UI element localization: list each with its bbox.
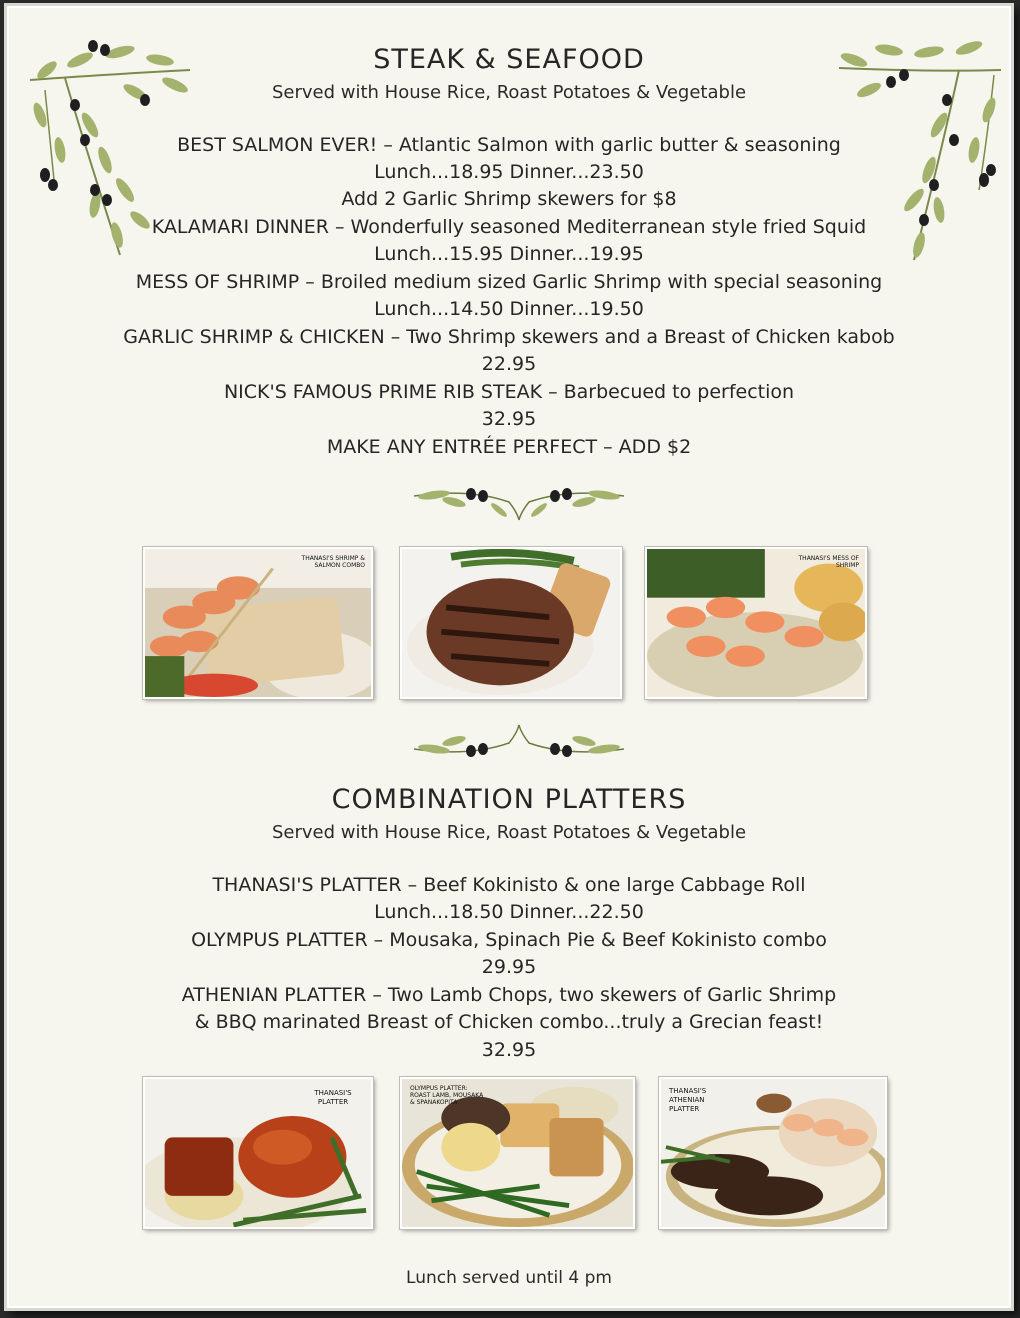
food-photo-shrimp-salmon [143, 547, 373, 699]
olive-divider-icon [409, 482, 629, 526]
menu-line: NICK'S FAMOUS PRIME RIB STEAK – Barbecued to perfection [223, 381, 795, 403]
section-subtitle-combination-platters: Served with House Rice, Roast Potatoes & Vegetable [271, 822, 747, 843]
menu-line: & BBQ marinated Breast of Chicken combo...truly a Grecian feast! [194, 1011, 824, 1033]
menu-line: Lunch...18.95 Dinner...23.50 [374, 161, 644, 183]
menu-line: Lunch...15.95 Dinner...19.95 [374, 243, 644, 265]
menu-line: 32.95 [481, 408, 537, 430]
photo-caption: OLYMPUS PLATTER: ROAST LAMB, MOUSAKA & SPANAKOPITA [410, 1085, 484, 1106]
food-photo-prime-rib [400, 547, 622, 699]
food-photo-athenian-platter [659, 1077, 887, 1229]
menu-line: Add 2 Garlic Shrimp skewers for $8 [341, 188, 677, 210]
menu-line: 32.95 [481, 1039, 537, 1061]
menu-line: BEST SALMON EVER! – Atlantic Salmon with garlic butter & seasoning [177, 134, 841, 156]
menu-line: GARLIC SHRIMP & CHICKEN – Two Shrimp skewers and a Breast of Chicken kabob [123, 326, 895, 348]
menu-line: MAKE ANY ENTRÉE PERFECT – ADD $2 [326, 436, 692, 458]
menu-line: 29.95 [481, 956, 537, 978]
menu-line: 22.95 [481, 353, 537, 375]
footer-note: Lunch served until 4 pm [406, 1268, 612, 1288]
menu-line: MESS OF SHRIMP – Broiled medium sized Garlic Shrimp with special seasoning [135, 271, 883, 293]
menu-line: THANASI'S PLATTER – Beef Kokinisto & one large Cabbage Roll [212, 874, 806, 896]
section-title-steak-seafood: STEAK & SEAFOOD [373, 44, 645, 75]
section-title-combination-platters: COMBINATION PLATTERS [331, 784, 687, 815]
menu-line: OLYMPUS PLATTER – Mousaka, Spinach Pie & Beef Kokinisto combo [191, 929, 827, 951]
menu-line: Lunch...14.50 Dinner...19.50 [374, 298, 644, 320]
food-photo-mess-of-shrimp [645, 547, 867, 699]
food-photo-thanasis-platter [143, 1077, 373, 1229]
menu-line: Lunch...18.50 Dinner...22.50 [374, 901, 644, 923]
photo-caption: THANASI'S ATHENIAN PLATTER [669, 1087, 707, 1113]
photo-caption: THANASI'S PLATTER [314, 1089, 352, 1106]
menu-line: KALAMARI DINNER – Wonderfully seasoned Mediterranean style fried Squid [151, 216, 867, 238]
menu-page [4, 3, 1014, 1311]
olive-divider-icon [409, 719, 629, 763]
photo-caption: THANASI'S SHRIMP & SALMON COMBO [301, 555, 365, 569]
section-subtitle-steak-seafood: Served with House Rice, Roast Potatoes & Vegetable [271, 82, 747, 103]
food-photo-olympus-platter [400, 1077, 635, 1229]
photo-caption: THANASI'S MESS OF SHRIMP [798, 555, 859, 569]
menu-line: ATHENIAN PLATTER – Two Lamb Chops, two skewers of Garlic Shrimp [181, 984, 837, 1006]
